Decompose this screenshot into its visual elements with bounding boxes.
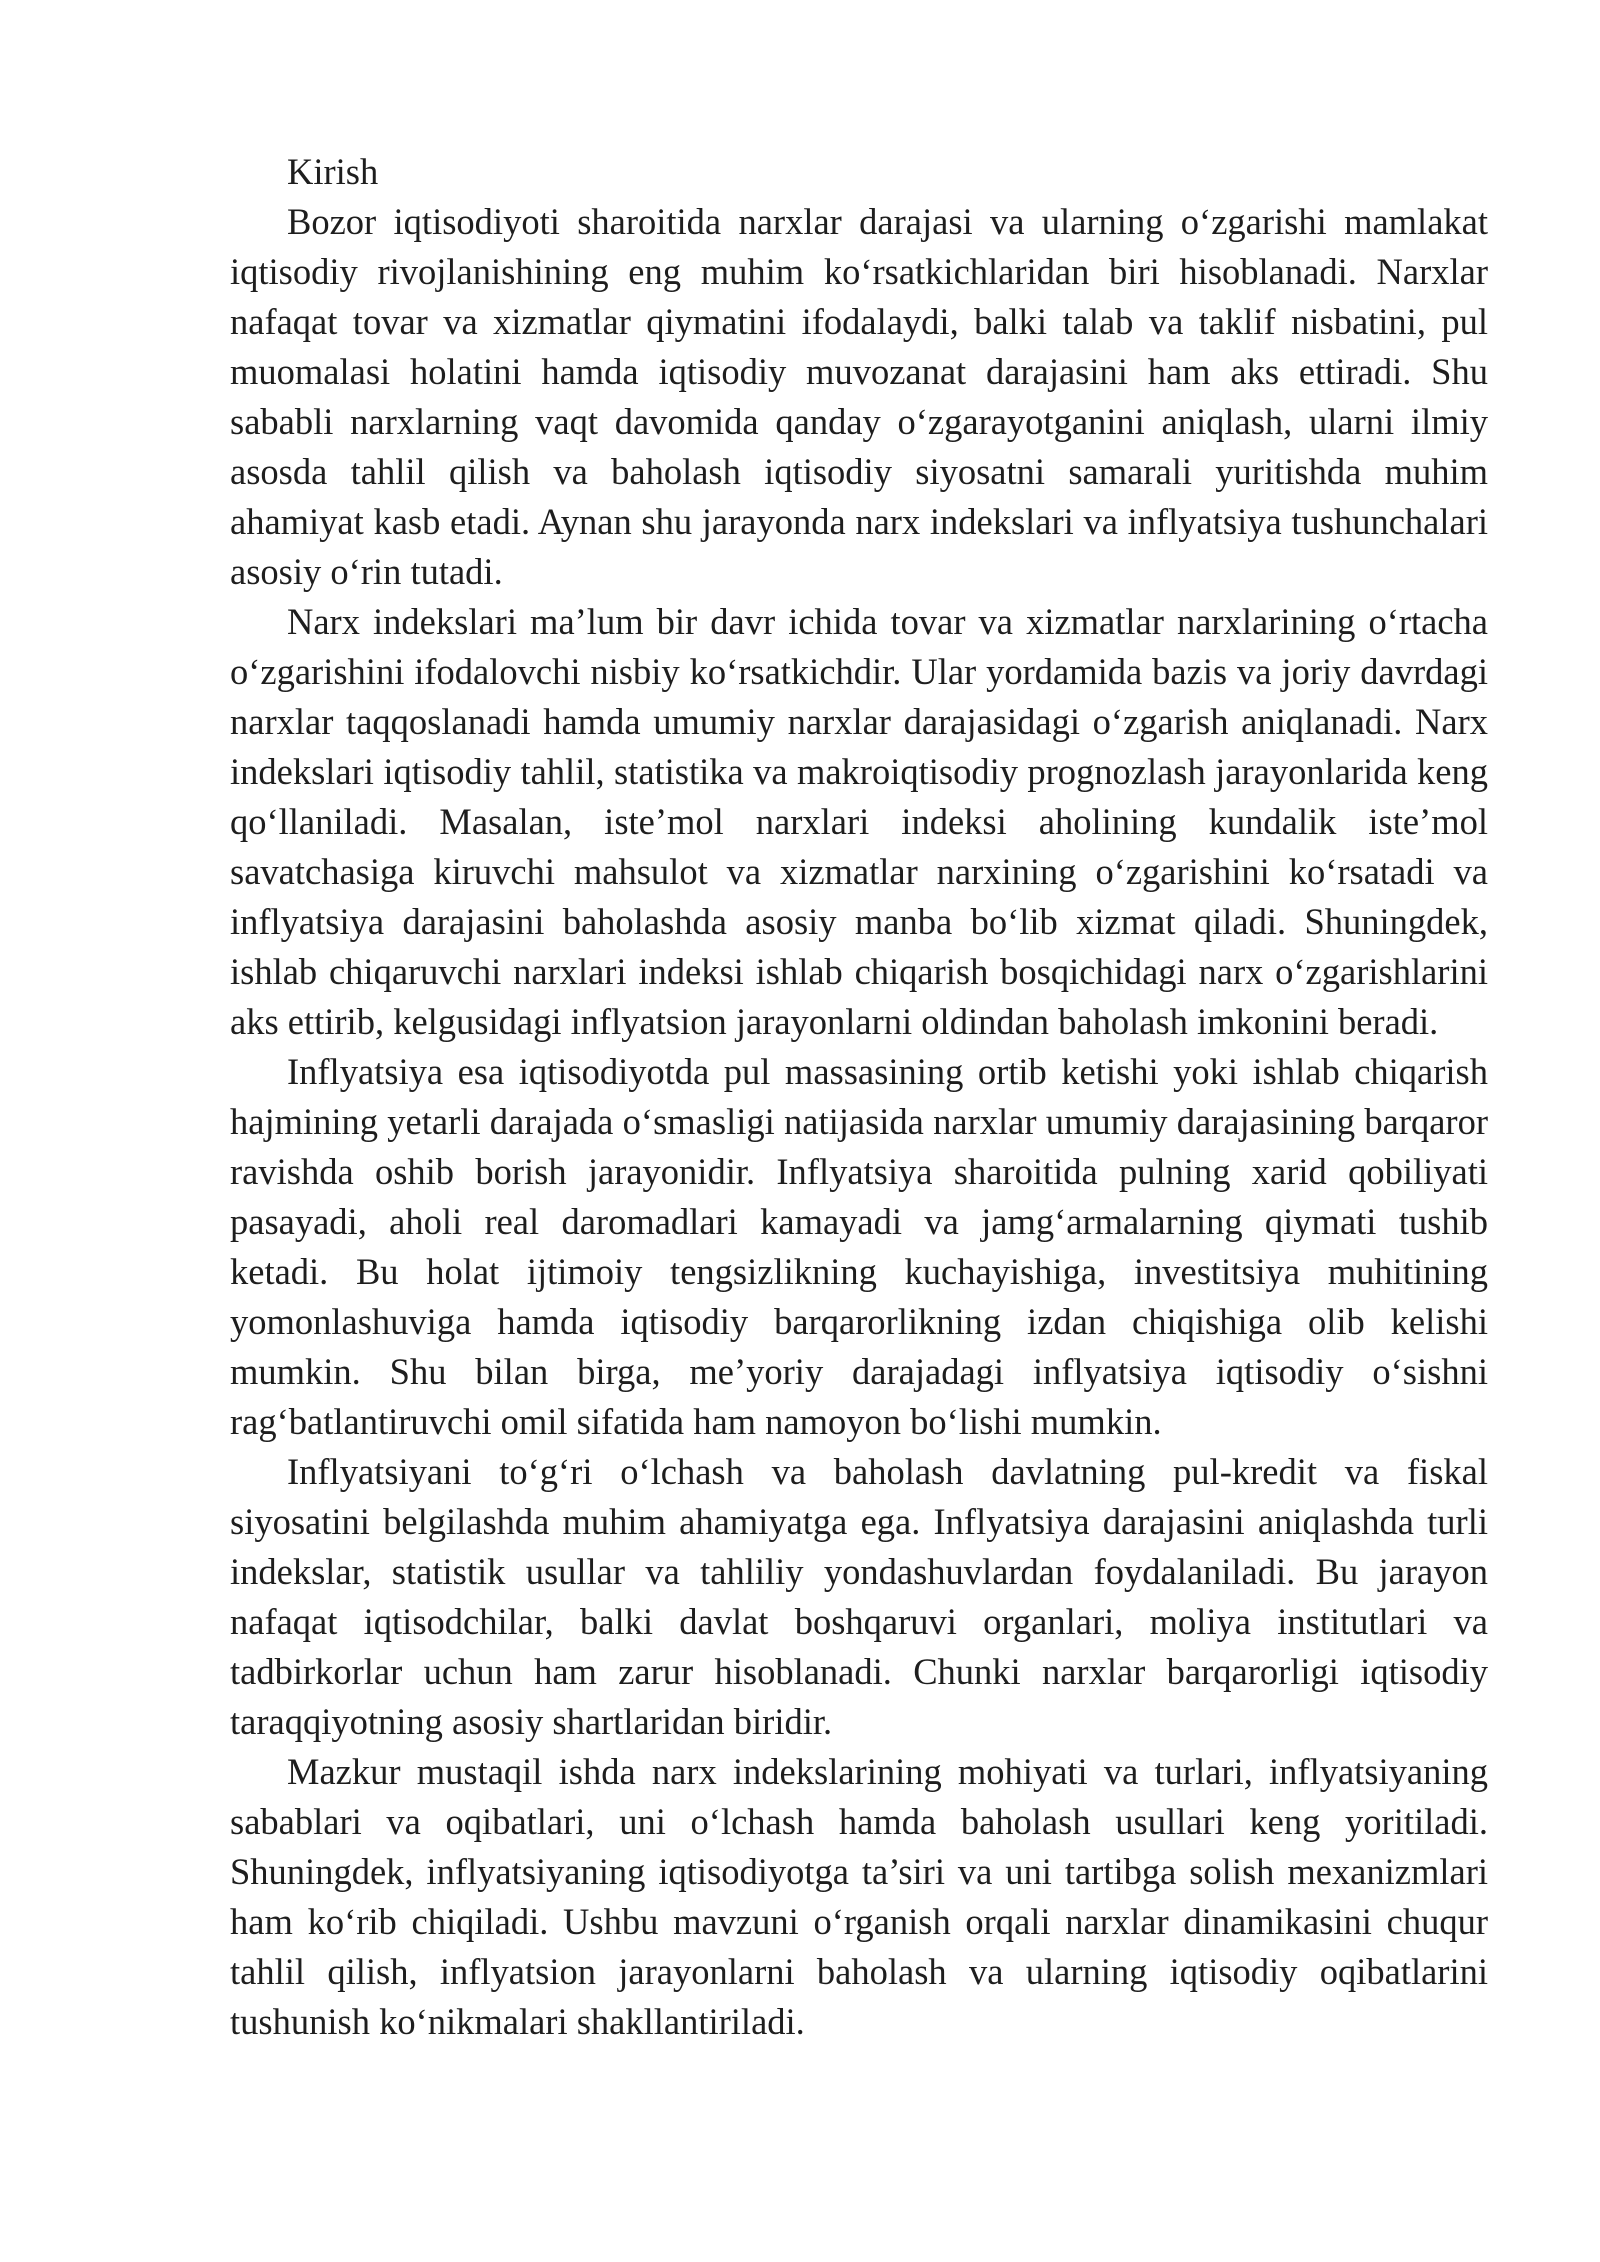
paragraph-4: Inflyatsiyani to‘g‘ri o‘lchash va baholash davlatning pul-kredit va fiskal siyosatini belgilashda muhim ahamiyatga ega. Inflyatsiya darajasini aniqlashda turli indekslar, statistik usullar va tahliliy yondashuvlardan foydalaniladi. Bu jarayon nafaqat iqtisodchilar, balki davlat boshqaruvi organlari, moliya institutlari va tadbirkorlar uchun ham zarur hisoblanadi. Chunki narxlar barqarorligi iqtisodiy taraqqiyotning asosiy shartlaridan biridir. [230, 1451, 1488, 1742]
paragraph-5: Mazkur mustaqil ishda narx indekslarining mohiyati va turlari, inflyatsiyaning sabablari va oqibatlari, uni o‘lchash hamda baholash usullari keng yoritiladi. Shuningdek, inflyatsiyaning iqtisodiyotga ta’siri va uni tartibga solish mexanizmlari ham ko‘rib chiqiladi. Ushbu mavzuni o‘rganish orqali narxlar dinamikasini chuqur tahlil qilish, inflyatsion jarayonlarni baholash va ularning iqtisodiy oqibatlarini tushunish ko‘nikmalari shakllantiriladi. [230, 1751, 1488, 2042]
paragraph-3: Inflyatsiya esa iqtisodiyotda pul massasining ortib ketishi yoki ishlab chiqarish hajmining yetarli darajada o‘smasligi natijasida narxlar umumiy darajasining barqaror ravishda oshib borish jarayonidir. Inflyatsiya sharoitida pulning xarid qobiliyati pasayadi, aholi real daromadlari kamayadi va jamg‘armalarning qiymati tushib ketadi. Bu holat ijtimoiy tengsizlikning kuchayishiga, investitsiya muhitining yomonlashuviga hamda iqtisodiy barqarorlikning izdan chiqishiga olib kelishi mumkin. Shu bilan birga, me’yoriy darajadagi inflyatsiya iqtisodiy o‘sishni rag‘batlantiruvchi omil sifatida ham namoyon bo‘lishi mumkin. [230, 1051, 1488, 1442]
paragraph-2: Narx indekslari ma’lum bir davr ichida tovar va xizmatlar narxlarining o‘rtacha o‘zgarishini ifodalovchi nisbiy ko‘rsatkichdir. Ular yordamida bazis va joriy davrdagi narxlar taqqoslanadi hamda umumiy narxlar darajasidagi o‘zgarish aniqlanadi. Narx indekslari iqtisodiy tahlil, statistika va makroiqtisodiy prognozlash jarayonlarida keng qo‘llaniladi. Masalan, iste’mol narxlari indeksi aholining kundalik iste’mol savatchasiga kiruvchi mahsulot va xizmatlar narxining o‘zgarishini ko‘rsatadi va inflyatsiya darajasini baholashda asosiy manba bo‘lib xizmat qiladi. Shuningdek, ishlab chiqaruvchi narxlari indeksi ishlab chiqarish bosqichidagi narx o‘zgarishlarini aks ettirib, kelgusidagi inflyatsion jarayonlarni oldindan baholash imkonini beradi. [230, 601, 1488, 1042]
paragraph-1: Bozor iqtisodiyoti sharoitida narxlar darajasi va ularning o‘zgarishi mamlakat iqtisodiy rivojlanishining eng muhim ko‘rsatkichlaridan biri hisoblanadi. Narxlar nafaqat tovar va xizmatlar qiymatini ifodalaydi, balki talab va taklif nisbatini, pul muomalasi holatini hamda iqtisodiy muvozanat darajasini ham aks ettiradi. Shu sababli narxlarning vaqt davomida qanday o‘zgarayotganini aniqlash, ularni ilmiy asosda tahlil qilish va baholash iqtisodiy siyosatni samarali yuritishda muhim ahamiyat kasb etadi. Aynan shu jarayonda narx indekslari va inflyatsiya tushunchalari asosiy o‘rin tutadi. [230, 201, 1488, 592]
document-body [230, 147, 1488, 2047]
section-heading: Kirish [287, 151, 379, 192]
